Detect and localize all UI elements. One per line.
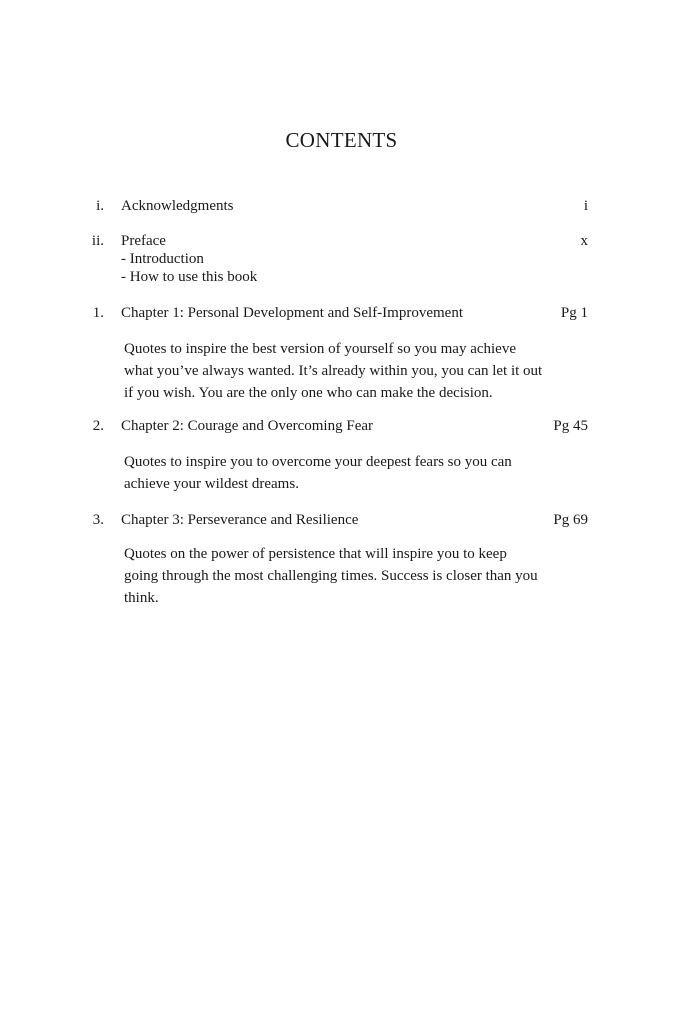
toc-entry-number: ii. <box>91 233 104 249</box>
toc-entry-number: 2. <box>92 418 104 434</box>
page-title: CONTENTS <box>285 128 398 152</box>
description-line: Quotes to inspire the best version of yourself so you may achieve <box>124 341 516 357</box>
chapter-1-description <box>124 338 564 404</box>
toc-entry-label: Acknowledgments <box>121 198 234 214</box>
description-line: if you wish. You are the only one who can make the decision. <box>124 385 493 401</box>
description-line: achieve your wildest dreams. <box>124 476 299 492</box>
toc-subitem: - How to use this book <box>121 269 258 285</box>
toc-entry-page: Pg 69 <box>553 512 588 528</box>
toc-entry-page: Pg 45 <box>553 418 588 434</box>
description-line: think. <box>124 590 159 606</box>
toc-entry-label-group <box>121 232 257 286</box>
chapter-2-description <box>124 451 564 495</box>
toc-entry-label: Chapter 1: Personal Development and Self-Improvement <box>121 305 463 321</box>
toc-entry-number: 3. <box>92 512 104 528</box>
chapter-3-description <box>124 543 564 609</box>
description-line: Quotes to inspire you to overcome your deepest fears so you can <box>124 454 512 470</box>
toc-entry-page: x <box>580 233 588 249</box>
toc-subitem: - Introduction <box>121 251 204 267</box>
toc-entry-page: Pg 1 <box>560 305 588 321</box>
toc-entry-label: Chapter 3: Perseverance and Resilience <box>121 512 359 528</box>
toc-entry-label: Chapter 2: Courage and Overcoming Fear <box>121 418 374 434</box>
toc-entry-page: i <box>583 198 588 214</box>
description-line: Quotes on the power of persistence that will inspire you to keep <box>124 546 507 562</box>
toc-entry-label: Preface <box>121 233 166 249</box>
toc-entry-number: 1. <box>92 305 104 321</box>
description-line: what you’ve always wanted. It’s already within you, you can let it out <box>124 363 543 379</box>
toc-entry-number: i. <box>96 198 104 214</box>
description-line: going through the most challenging times. Success is closer than you <box>124 568 538 584</box>
